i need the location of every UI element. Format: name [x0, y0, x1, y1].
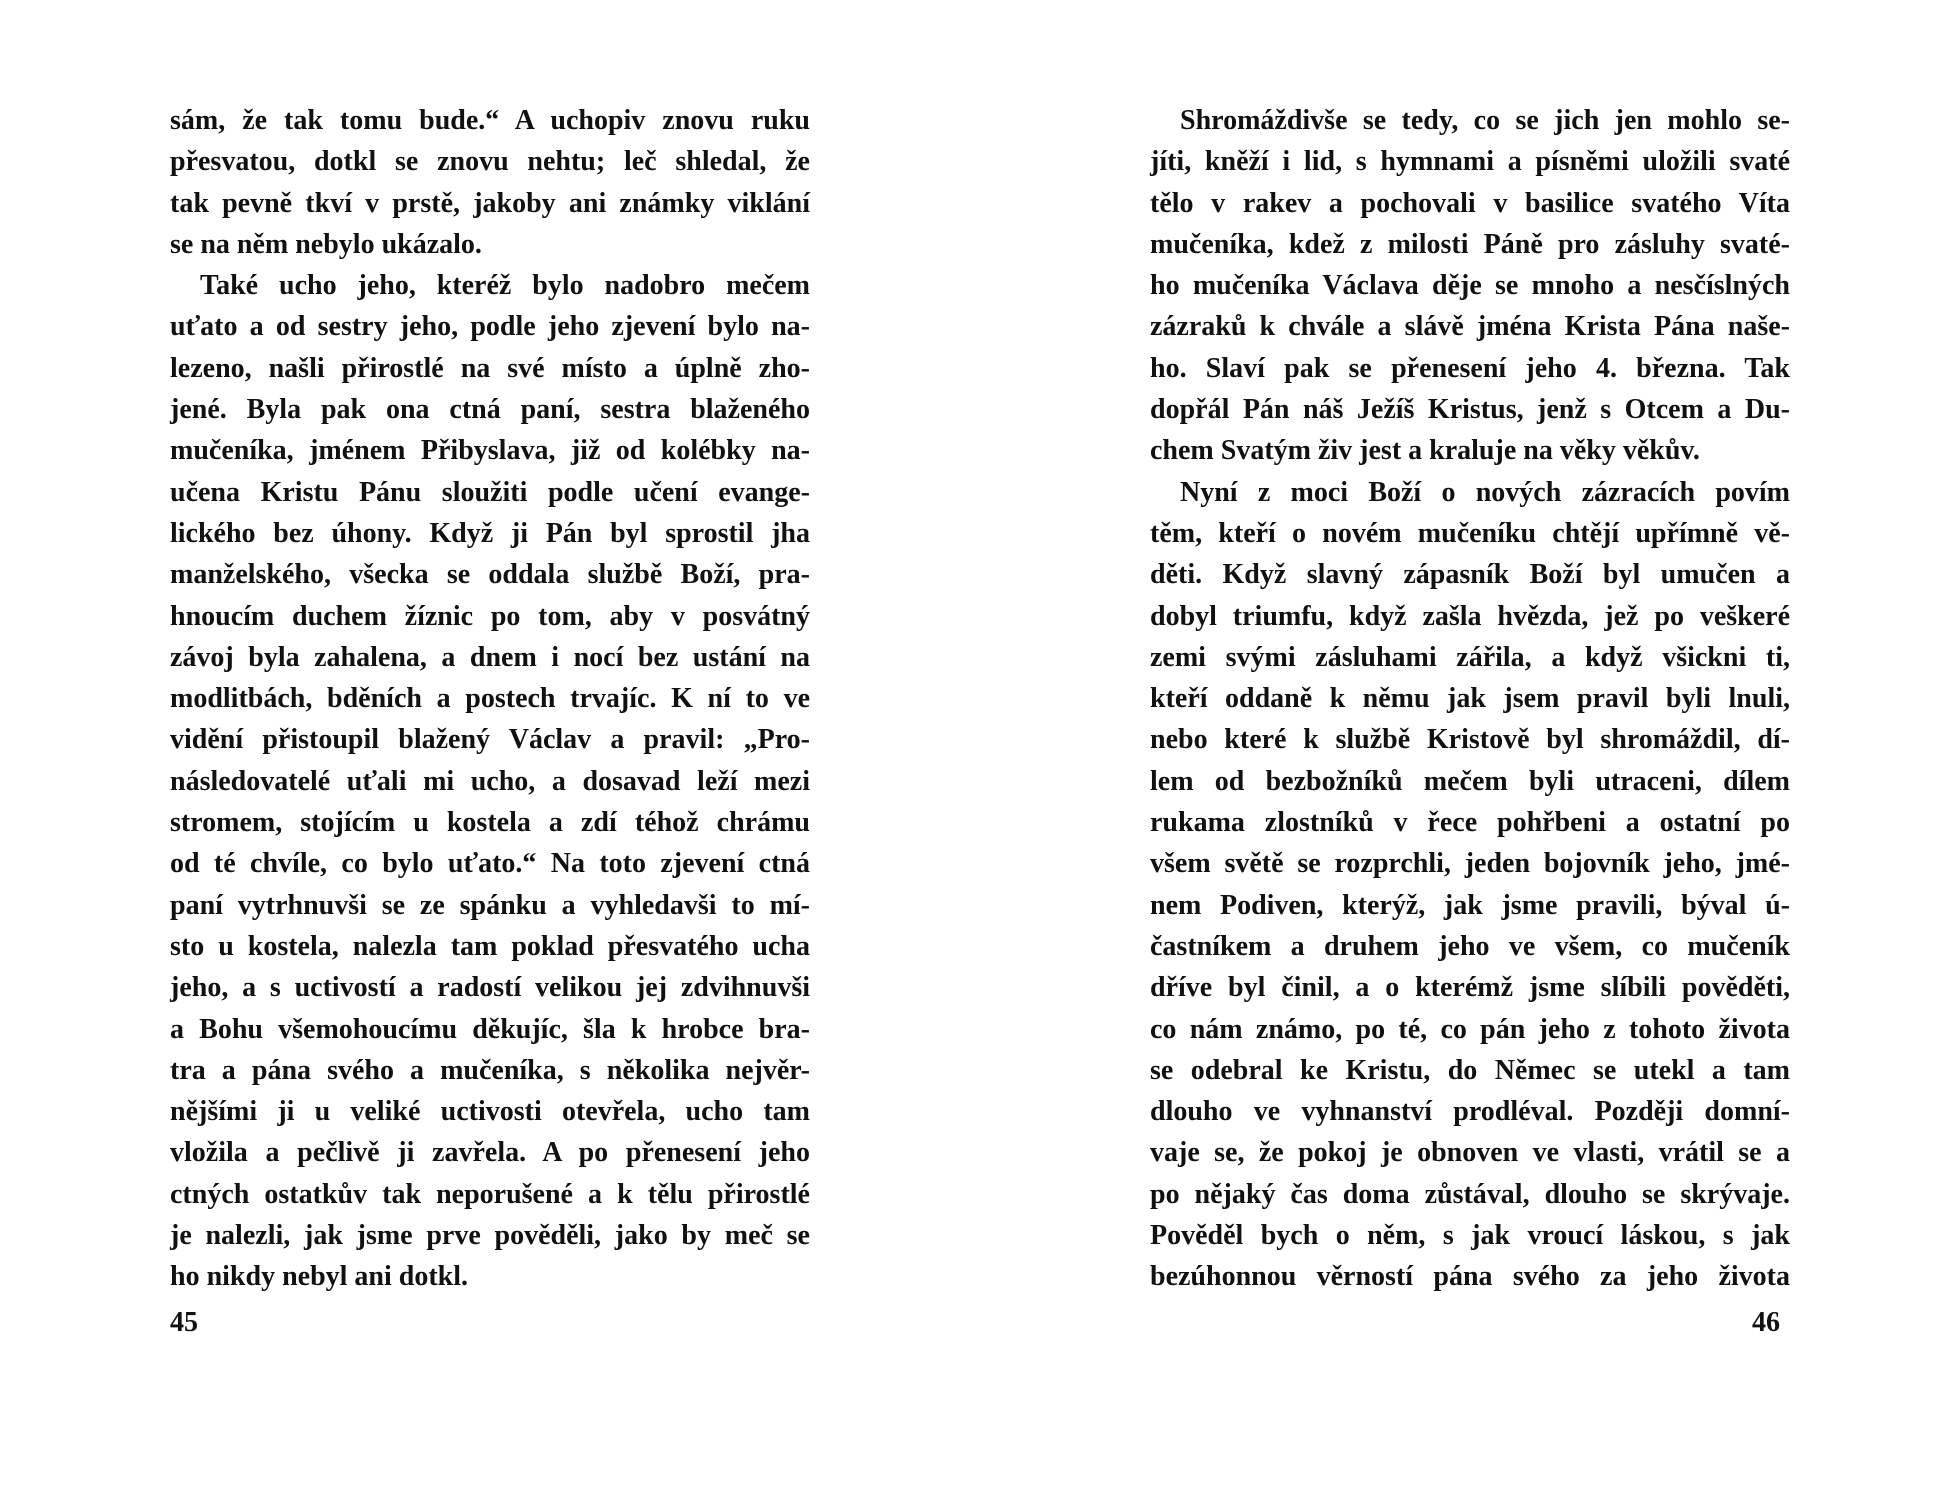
text-line: závoj byla zahalena, a dnem i nocí bez ustání na — [170, 641, 810, 673]
text-line: lického bez úhony. Když ji Pán byl sprostil jha — [170, 517, 810, 549]
text-line: dopřál Pán náš Ježíš Kristus, jenž s Otcem a Du- — [1150, 394, 1790, 426]
page-number-right: 46 — [1752, 1307, 1780, 1338]
left-page-text — [170, 100, 810, 1298]
text-line: mučeníka, jménem Přibyslava, již od kolébky na- — [170, 435, 810, 467]
text-line: nějšími ji u veliké uctivosti otevřela, ucho tam — [170, 1096, 810, 1128]
text-line: co nám známo, po té, co pán jeho z tohoto života — [1150, 1013, 1790, 1045]
text-line: přesvatou, dotkl se znovu nehtu; leč shledal, že — [170, 146, 810, 178]
text-line: Pověděl bych o něm, s jak vroucí láskou, s jak — [1150, 1220, 1790, 1252]
text-line: jeho, a s uctivostí a radostí velikou jej zdvihnuvši — [170, 972, 810, 1004]
text-line: sto u kostela, nalezla tam poklad přesvatého ucha — [170, 930, 810, 962]
text-line: hnoucím duchem žíznic po tom, aby v posvátný — [170, 600, 810, 632]
text-line: od té chvíle, co bylo uťato.“ Na toto zjevení ctná — [170, 848, 810, 880]
text-line: následovatelé uťali mi ucho, a dosavad leží mezi — [170, 765, 810, 797]
text-line: rukama zlostníků v řece pohřbeni a ostatní po — [1150, 807, 1790, 839]
text-line: všem světě se rozprchli, jeden bojovník jeho, jmé- — [1150, 848, 1790, 880]
text-line: ctných ostatkův tak neporušené a k tělu přirostlé — [170, 1178, 810, 1210]
right-page-text — [1150, 100, 1790, 1298]
text-line: uťato a od sestry jeho, podle jeho zjevení bylo na- — [170, 311, 810, 343]
text-line: sám, že tak tomu bude.“ A uchopiv znovu ruku — [170, 105, 810, 136]
text-line: vidění přistoupil blažený Václav a pravil: „Pro- — [170, 724, 810, 756]
text-line: tak pevně tkví v prstě, jakoby ani známky viklání — [170, 187, 810, 219]
text-line: těm, kteří o novém mučeníku chtějí upřímně vě- — [1150, 517, 1790, 549]
text-line: dlouho ve vyhnanství prodléval. Později domní- — [1150, 1096, 1790, 1128]
text-line: zemi svými zásluhami zářila, a když všickni ti, — [1150, 641, 1790, 673]
text-line: tra a pána svého a mučeníka, s několika nejvěr- — [170, 1054, 810, 1086]
text-line: nem Podiven, kterýž, jak jsme pravili, býval ú- — [1150, 889, 1790, 921]
text-line: častníkem a druhem jeho ve všem, co mučeník — [1150, 930, 1790, 962]
text-line: tělo v rakev a pochovali v basilice svatého Víta — [1150, 187, 1790, 219]
text-line: mučeníka, kdež z milosti Páně pro zásluhy svaté- — [1150, 228, 1790, 260]
text-line: modlitbách, bděních a postech trvajíc. K ní to ve — [170, 683, 810, 715]
text-line: a Bohu všemohoucímu děkujíc, šla k hrobce bra- — [170, 1013, 810, 1045]
text-line: jíti, kněží i lid, s hymnami a písněmi uložili svaté — [1150, 146, 1790, 178]
text-line: Nyní z moci Boží o nových zázracích povím — [1180, 476, 1790, 508]
text-line: nebo které k službě Kristově byl shromáždil, dí- — [1150, 724, 1790, 756]
text-line: se odebral ke Kristu, do Němec se utekl a tam — [1150, 1054, 1790, 1086]
text-line: po nějaký čas doma zůstával, dlouho se skrývaje. — [1150, 1178, 1790, 1210]
text-line: učena Kristu Pánu sloužiti podle učení evange- — [170, 476, 810, 508]
text-line: stromem, stojícím u kostela a zdí téhož chrámu — [170, 807, 810, 839]
text-line: ho mučeníka Václava děje se mnoho a nesčíslných — [1150, 270, 1790, 302]
text-line: se na něm nebylo ukázalo. — [170, 228, 482, 260]
text-line: paní vytrhnuvši se ze spánku a vyhledavši to mí- — [170, 889, 810, 921]
text-line: lezeno, našli přirostlé na své místo a úplně zho- — [170, 352, 810, 384]
text-line: manželského, všecka se oddala službě Boží, pra- — [170, 559, 810, 591]
text-line: vaje se, že pokoj je obnoven ve vlasti, vrátil se a — [1150, 1137, 1790, 1169]
text-line: bezúhonnou věrností pána svého za jeho života — [1150, 1261, 1790, 1293]
text-line: ho nikdy nebyl ani dotkl. — [170, 1261, 469, 1293]
text-line: Shromáždivše se tedy, co se jich jen mohlo se- — [1180, 105, 1790, 136]
text-line: zázraků k chvále a slávě jména Krista Pána naše- — [1150, 311, 1790, 343]
text-line: dříve byl činil, a o kterémž jsme slíbili pověděti, — [1150, 972, 1790, 1004]
text-line: vložila a pečlivě ji zavřela. A po přenesení jeho — [170, 1137, 810, 1169]
text-line: lem od bezbožníků mečem byli utraceni, dílem — [1150, 765, 1790, 797]
text-line: je nalezli, jak jsme prve pověděli, jako by meč se — [170, 1220, 810, 1252]
page-number-left: 45 — [170, 1307, 198, 1338]
text-line: Také ucho jeho, kteréž bylo nadobro mečem — [200, 270, 810, 302]
text-line: dobyl triumfu, když zašla hvězda, jež po veškeré — [1150, 600, 1790, 632]
text-line: ho. Slaví pak se přenesení jeho 4. března. Tak — [1150, 352, 1790, 384]
text-line: chem Svatým živ jest a kraluje na věky věkův. — [1150, 435, 1700, 467]
text-line: děti. Když slavný zápasník Boží byl umučen a — [1150, 559, 1790, 591]
text-line: kteří oddaně k němu jak jsem pravil byli lnuli, — [1150, 683, 1790, 715]
text-line: jené. Byla pak ona ctná paní, sestra blaženého — [170, 394, 810, 426]
